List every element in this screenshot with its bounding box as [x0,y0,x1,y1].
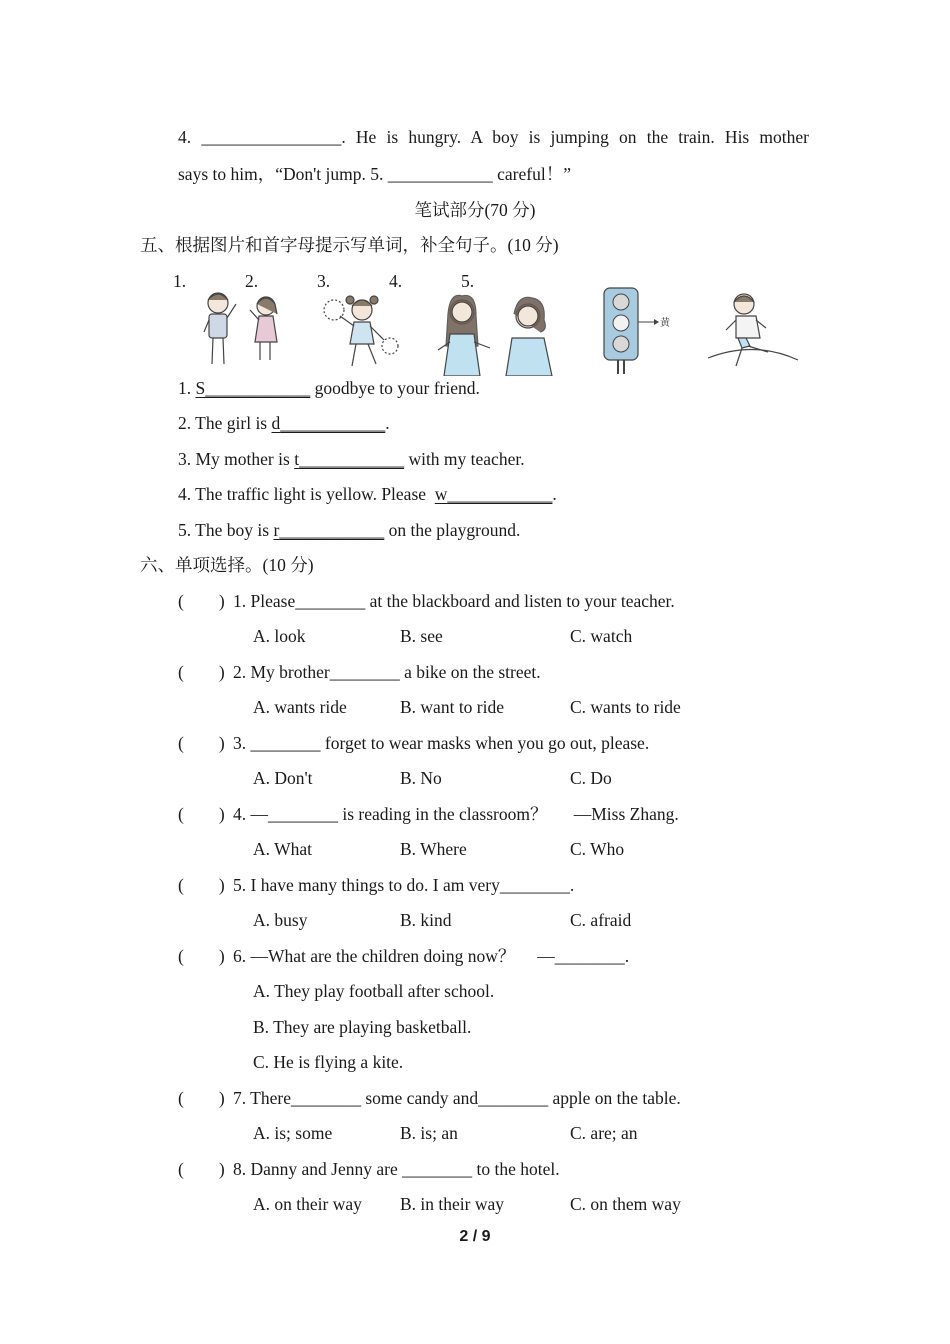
option-c: C. Who [570,839,625,859]
traffic-light-picture [598,286,673,376]
section-title: 笔试部分(70 分) [414,200,536,220]
option-a: A. wants ride [253,697,347,717]
answer-paren[interactable]: ( ) [178,733,225,753]
option-a: A. on their way [253,1194,362,1214]
pic-number: 5. [461,271,475,291]
section-heading: 五、根据图片和首字母提示写单词，补全句子。(10 分) [140,235,559,255]
question-text: 7. There________ some candy and________ apple on the table. [233,1088,681,1108]
fill-sentence: 4. The traffic light is yellow. Please w____________. [178,484,557,504]
option-c: C. He is flying a kite. [253,1052,404,1072]
answer-paren[interactable]: ( ) [178,946,225,966]
question-text: 2. My brother________ a bike on the street. [233,662,541,682]
answer-paren[interactable]: ( ) [178,662,225,682]
answer-paren[interactable]: ( ) [178,875,225,895]
pic-number: 1. [173,271,187,291]
text-line: 4. ________________. He is hungry. A boy is jumping on the train. His mother [178,127,809,147]
fill-sentence: 3. My mother is t____________ with my teacher. [178,449,525,469]
dancing-girl-picture [318,286,408,374]
option-b: B. want to ride [400,697,505,717]
fill-sentence: 5. The boy is r____________ on the playground. [178,520,521,540]
answer-paren[interactable]: ( ) [178,1159,225,1179]
waving-kids-picture [198,286,288,374]
pic-number: 3. [317,271,331,291]
answer-blank[interactable]: r____________ [273,520,385,540]
option-c: C. on them way [570,1194,681,1214]
option-b: B. is; an [400,1123,458,1143]
option-a: A. busy [253,910,308,930]
answer-blank[interactable]: S____________ [195,378,311,398]
question-text: 4. —________ is reading in the classroom？ —Miss Zhang. [233,804,679,824]
question-text: 6. —What are the children doing now？ —________. [233,946,630,966]
option-c: C. are; an [570,1123,638,1143]
answer-blank[interactable]: w____________ [434,484,553,504]
option-a: A. look [253,626,306,646]
option-a: A. They play football after school. [253,981,495,1001]
option-b: B. They are playing basketball. [253,1017,472,1037]
question-text: 1. Please________ at the blackboard and listen to your teacher. [233,591,675,611]
page-number: 2 / 9 [459,1228,491,1245]
section-heading: 六、单项选择。(10 分) [140,555,314,575]
traffic-light-label: 黄 [660,318,670,329]
question-text: 3. ________ forget to wear masks when you go out, please. [233,733,650,753]
question-text: 5. I have many things to do. I am very________. [233,875,575,895]
running-boy-picture [706,290,801,376]
answer-paren[interactable]: ( ) [178,591,225,611]
fill-sentence: 2. The girl is d____________. [178,413,390,433]
answer-blank[interactable]: d____________ [271,413,386,433]
question-text: 8. Danny and Jenny are ________ to the hotel. [233,1159,560,1179]
answer-blank[interactable]: t____________ [294,449,405,469]
answer-paren[interactable]: ( ) [178,1088,225,1108]
option-b: B. Where [400,839,467,859]
option-b: B. kind [400,910,452,930]
option-a: A. What [253,839,312,859]
option-c: C. wants to ride [570,697,681,717]
option-c: C. afraid [570,910,632,930]
option-c: C. watch [570,626,633,646]
pic-number: 2. [245,271,259,291]
pic-number: 4. [389,271,403,291]
option-a: A. is; some [253,1123,333,1143]
answer-paren[interactable]: ( ) [178,804,225,824]
option-b: B. in their way [400,1194,505,1214]
option-b: B. see [400,626,443,646]
option-c: C. Do [570,768,612,788]
women-talking-picture [432,290,562,376]
fill-sentence: 1. S____________ goodbye to your friend. [178,378,480,398]
option-a: A. Don't [253,768,313,788]
text-line: says to him，“Don't jump. 5. ____________ careful！” [178,164,571,184]
option-b: B. No [400,768,442,788]
